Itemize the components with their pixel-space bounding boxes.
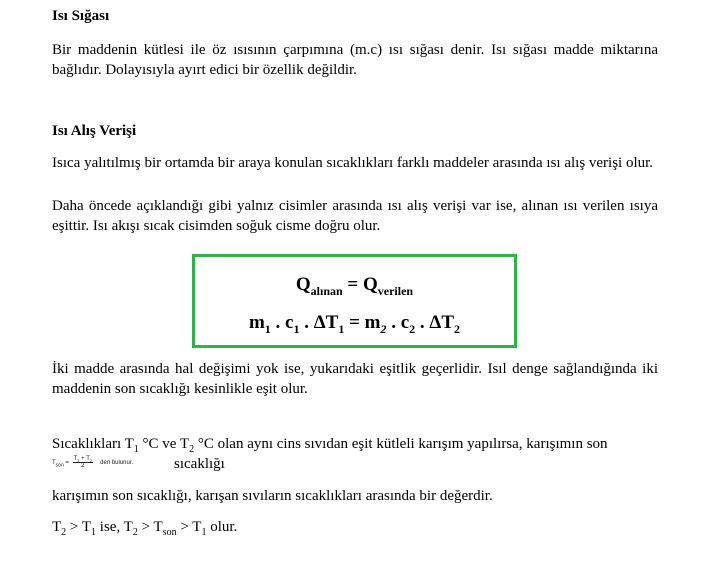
phase-change-paragraph: İki madde arasında hal değişimi yok ise, yukarıdaki eşitlik geçerlidir. Isıl denge sağlandığında iki maddenin son sıcaklığı kesinlikle eşit olur. bbox=[52, 361, 658, 397]
heat-capacity-paragraph: Bir maddenin kütlesi ile öz ısısının çarpımına (m.c) ısı sığası denir. Isı sığası madde miktarına bağlıdır. Dolayısıyla ayırt edici bir özellik değildir. bbox=[52, 42, 658, 78]
section-title-heat-capacity: Isı Sığası bbox=[52, 8, 110, 24]
heat-balance-equation: $Q_{alınan} = Q_{verilen}$ bbox=[295, 274, 414, 298]
section-title-heat-exchange: Isı Alış Verişi bbox=[52, 123, 137, 139]
temperature-word: sıcaklığı bbox=[174, 456, 225, 472]
heat-formula-equation: $m_1$ . $c_1$ . $\Delta T_1 = m_2$ . $c_2$ . $\Delta T_2$ bbox=[248, 312, 461, 336]
heat-exchange-paragraph-2: Daha öncede açıklandığı gibi yalnız cisimler arasında ısı alış verişi var ise, alınan ısı verilen ısıya eşittir. Isı akışı sıcak cisimden soğuk cisme doğru olur. bbox=[52, 198, 658, 234]
equation-box bbox=[192, 254, 517, 348]
final-temperature-formula: $T_{son}$ = $\frac{T_1 + T_2}{2}$ den bulunur. bbox=[52, 456, 134, 469]
heat-exchange-paragraph-1: Isıca yalıtılmış bir ortamda bir araya konulan sıcaklıkları farklı maddeler arasında ısı alış verişi olur. bbox=[52, 155, 654, 171]
inequality-line: $T_2 > T_1$ ise, $T_2 > T_{son} > T_1$ olur. bbox=[52, 519, 238, 538]
mixing-paragraph: Sıcaklıkları $T_1$ °C ve $T_2$ °C olan aynı cins sıvıdan eşit kütleli karışım yapılırsa, karışımın son bbox=[52, 436, 608, 455]
mixture-range-paragraph: karışımın son sıcaklığı, karışan sıvıların sıcaklıkları arasında bir değerdir. bbox=[52, 488, 493, 504]
